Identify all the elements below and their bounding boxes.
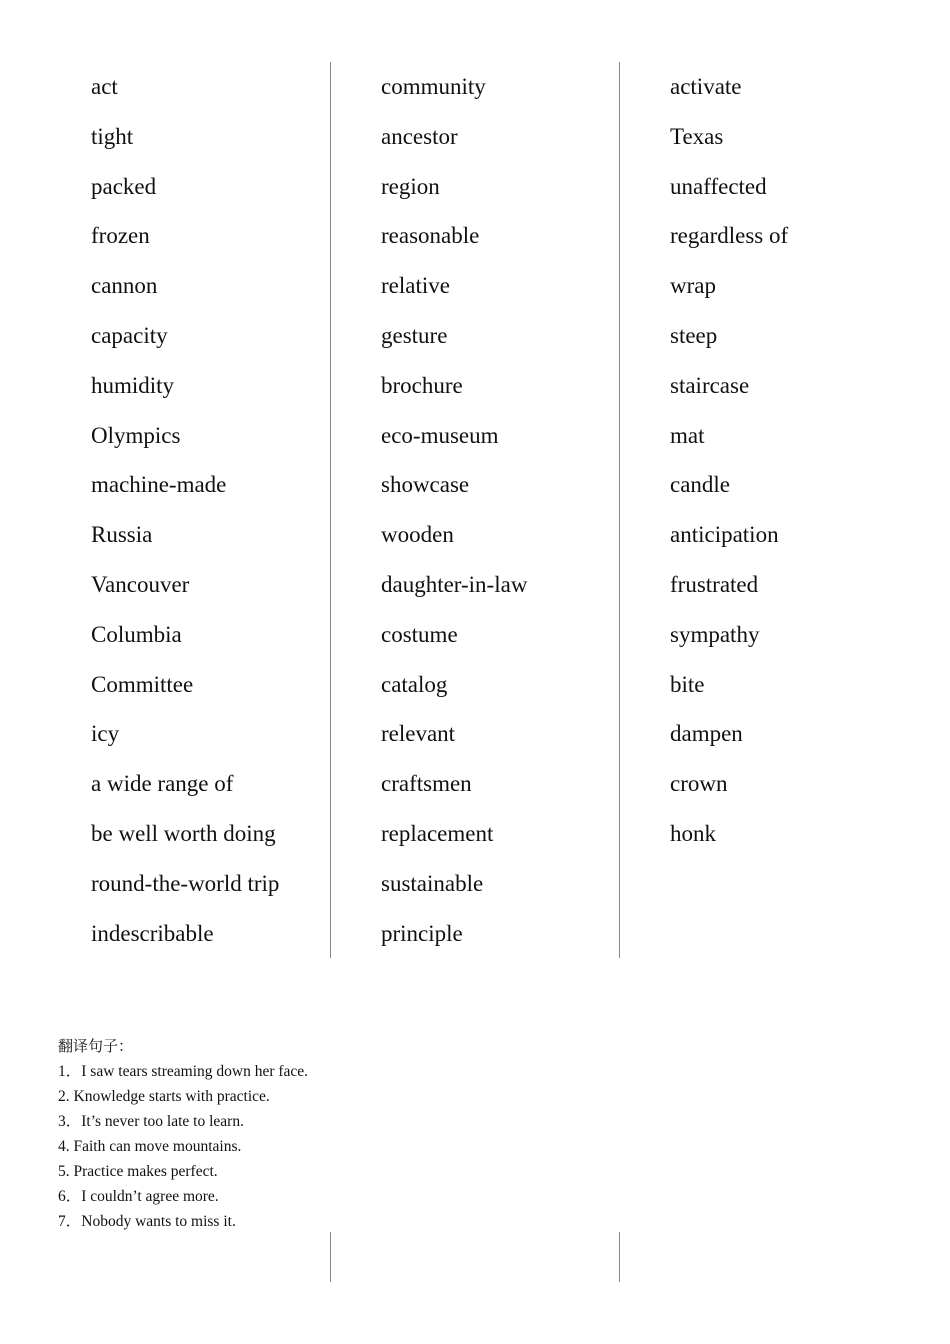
vocab-word: crown — [670, 771, 728, 797]
vocab-word: sustainable — [381, 870, 484, 896]
vocab-word: frustrated — [670, 571, 759, 597]
vocab-word: costume — [381, 621, 458, 647]
sentence-item: 6．I couldn’t agree more. — [58, 1188, 219, 1205]
vocab-word: mat — [670, 422, 705, 448]
vocab-word: eco-museum — [381, 422, 499, 448]
column-divider-left — [330, 62, 331, 958]
vocab-word: bite — [670, 671, 705, 697]
vocab-word: brochure — [381, 372, 463, 398]
vocab-word: replacement — [381, 820, 494, 846]
sentence-item: 1．I saw tears streaming down her face. — [58, 1063, 309, 1080]
vocab-word: humidity — [91, 372, 175, 398]
vocab-word: machine-made — [91, 472, 227, 498]
vocab-word: icy — [91, 721, 120, 747]
sentence-item: 5. Practice makes perfect. — [58, 1163, 218, 1180]
vocab-word: reasonable — [381, 223, 480, 249]
vocab-word: cannon — [91, 273, 158, 299]
vocabulary-column-3 — [670, 62, 910, 859]
vocab-word: activate — [670, 74, 742, 99]
vocab-word: steep — [670, 322, 718, 348]
sentence-list — [58, 1059, 658, 1234]
vocab-word: region — [381, 173, 440, 199]
vocab-word: catalog — [381, 671, 448, 697]
vocab-word: craftsmen — [381, 771, 472, 797]
vocab-word: candle — [670, 472, 731, 498]
vocab-word: honk — [670, 820, 716, 846]
vocab-word: Vancouver — [91, 571, 190, 597]
sentence-item: 7．Nobody wants to miss it. — [58, 1213, 236, 1230]
sentence-item: 3．It’s never too late to learn. — [58, 1113, 244, 1130]
vocab-word: round-the-world trip — [91, 870, 280, 896]
translation-section — [58, 1034, 658, 1234]
vocab-word: wrap — [670, 273, 716, 299]
vocab-word: capacity — [91, 322, 168, 348]
bottom-divider-left — [330, 1232, 331, 1282]
vocab-word: dampen — [670, 721, 743, 747]
vocab-word: unaffected — [670, 173, 767, 199]
vocab-word: relevant — [381, 721, 456, 747]
vocab-word: frozen — [91, 223, 150, 249]
vocab-word: a wide range of — [91, 771, 234, 797]
vocabulary-column-1 — [91, 62, 326, 958]
vocab-word: Committee — [91, 671, 194, 697]
vocab-word: packed — [91, 173, 157, 199]
vocab-word: gesture — [381, 322, 448, 348]
vocab-word: Texas — [670, 123, 724, 149]
vocab-word: ancestor — [381, 123, 458, 149]
vocabulary-column-2 — [381, 62, 615, 958]
vocab-word: indescribable — [91, 920, 214, 946]
vocab-word: daughter-in-law — [381, 571, 528, 597]
vocab-word: Olympics — [91, 422, 181, 448]
vocab-word: showcase — [381, 472, 470, 498]
vocab-word: be well worth doing — [91, 820, 276, 846]
vocab-word: principle — [381, 920, 463, 946]
vocab-word: community — [381, 74, 486, 99]
vocab-word: relative — [381, 273, 450, 299]
vocab-word: staircase — [670, 372, 750, 398]
vocab-word: regardless of — [670, 223, 789, 249]
translation-heading: 翻译句子： — [58, 1037, 134, 1055]
vocab-word: wooden — [381, 522, 454, 548]
bottom-divider-right — [619, 1232, 620, 1282]
vocab-word: anticipation — [670, 522, 779, 548]
sentence-item: 4. Faith can move mountains. — [58, 1138, 242, 1155]
column-divider-right — [619, 62, 620, 958]
vocab-word: act — [91, 74, 118, 99]
vocab-word: sympathy — [670, 621, 760, 647]
vocab-word: tight — [91, 123, 134, 149]
vocab-word: Russia — [91, 522, 153, 548]
sentence-item: 2. Knowledge starts with practice. — [58, 1088, 270, 1105]
vocab-word: Columbia — [91, 621, 182, 647]
